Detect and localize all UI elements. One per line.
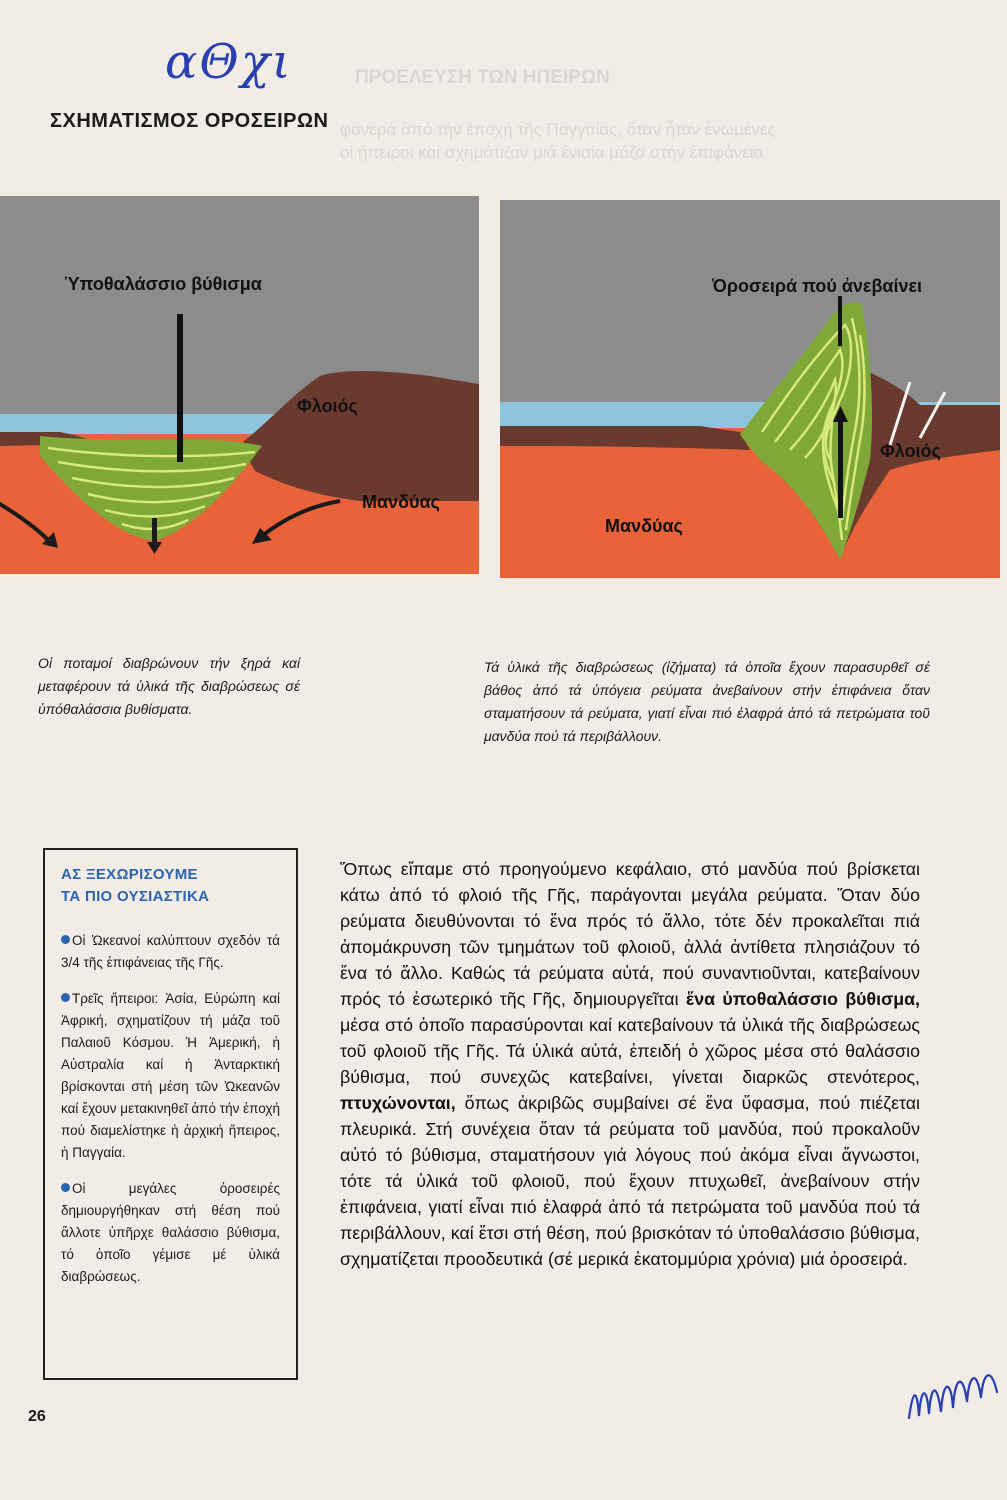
range-pointer: [838, 296, 842, 346]
page-number: 26: [28, 1408, 46, 1425]
summary-item-text: Τρεῖς ἤπειροι: Ἀσία, Εὐρώπη καί Ἀφρική, σχηματίζουν τή μάζα τοῦ Παλαιοῦ Κόσμου. Ἡ Ἀμερική, ἡ Αὐστραλία καί ἡ Ἀνταρκτική βρίσκονται στή μέση τῶν Ὠκεανῶν καί ἔχουν μετακινηθεῖ ἀπό τήν ἐποχή πού διαμελίστηκε ἡ ἀρχική ἤπειρος, ἡ Παγγαία.: [61, 991, 280, 1160]
summary-box: [43, 848, 298, 1380]
body-text-part: Ὅπως εἴπαμε στό προηγούμενο κεφάλαιο, στό μανδύα πού βρίσκεται κάτω ἀπό τό φλοιό τῆς Γῆς, παράγονται μεγάλα ρεύματα. Ὅταν δύο ρεύματα διευθύνονται τό ἕνα πρός τό ἄλλο, τότε δέν προκαλεῖται πιά ἀπομάκρυνση τῶν τμημάτων τοῦ φλοιοῦ, ἀλλά ἀντίθετα πλησιάζουν τό ἕνα τό ἄλλο. Καθώς τά ρεύματα αὐτά, πού συναντιοῦνται, κατεβαίνουν πρός τό ἐσωτερικό τῆς Γῆς, δημιουργεῖται: [340, 859, 920, 1009]
down-arrow-shaft: [152, 518, 157, 546]
label-mantle-left: Μανδύας: [362, 492, 440, 512]
bullet-icon: [61, 935, 70, 944]
label-trench: Ὑποθαλάσσιο βύθισμα: [65, 274, 262, 294]
main-paragraph: [340, 856, 920, 1272]
summary-item: [61, 988, 280, 1164]
summary-item-text: Οἱ Ὠκεανοί καλύπτουν σχεδόν τά 3/4 τῆς ἐπιφάνειας τῆς Γῆς.: [61, 933, 280, 970]
label-rising-range: Ὀροσειρά πού ἀνεβαίνει: [712, 276, 923, 296]
bleed-through-heading: ΠΡΟΕΛΕΥΣΗ ΤΩΝ ΗΠΕΙΡΩΝ: [355, 67, 610, 88]
emphasis-folding: πτυχώνονται,: [340, 1093, 456, 1113]
label-mantle-right: Μανδύας: [605, 516, 683, 536]
right-diagram-caption: Τά ὑλικά τῆς διαβρώσεως (ἰζήματα) τά ὁποῖα ἔχουν παρασυρθεῖ σέ βάθος ἀπό τά ὑπόγεια ρεύματα ἀνεβαίνουν στήν ἐπιφάνεια ὅταν σταματήσουν τά ρεύματα, γιατί εἶναι πιό ἐλαφρά ἀπό τά πετρώματα τοῦ μανδύα πού τά περιβάλλουν.: [484, 659, 930, 744]
handwritten-note: αΘχι: [165, 34, 293, 90]
trench-pointer: [177, 314, 183, 462]
up-arrow-shaft: [838, 418, 843, 518]
summary-item: [61, 930, 280, 974]
bullet-icon: [61, 993, 70, 1002]
label-crust-right: Φλοιός: [880, 441, 941, 461]
bullet-icon: [61, 1183, 70, 1192]
emphasis-trench: ἕνα ὑποθαλάσσιο βύθισμα,: [685, 989, 920, 1009]
label-crust-left: Φλοιός: [297, 396, 358, 416]
section-title: ΣΧΗΜΑΤΙΣΜΟΣ ΟΡΟΣΕΙΡΩΝ: [50, 110, 329, 132]
bleed-through-text: φανερά ἀπό τήν ἐποχή τῆς Παγγαίας, ὅταν ἦταν ἑνωμένες οἱ ἤπειροι καί σχημάτιζαν μιά ἑνιαία μάζα στήν ἐπιφάνεια: [340, 120, 776, 162]
left-diagram-caption: Οἱ ποταμοί διαβρώνουν τήν ξηρά καί μεταφέρουν τά ὑλικά τῆς διαβρώσεως σέ ὑπόθαλάσσια βυθίσματα.: [38, 655, 300, 717]
mountain-diagram: [500, 200, 1000, 578]
body-text-part: ὅπως ἀκριβῶς συμβαίνει σέ ἕνα ὕφασμα, πού πιέζεται πλευρικά. Στή συνέχεια ὅταν τά ρεύματα τοῦ μανδύα, πού προκαλοῦν αὐτό τό βύθισμα, σταματήσουν γιά λόγους πού ἀκόμα εἶναι ἄγνωστοι, τότε τά ὑλικά τοῦ φλοιοῦ, πού ἔχουν πτυχωθεῖ, ἀνεβαίνουν στήν ἐπιφάνεια, γιατί εἶναι πιό ἐλαφρά ἀπό τά πετρώματα τοῦ μανδύα πού τά περιβάλλουν, καί ἔτσι στή θέση, πού βρισκόταν τό ὑποθαλάσσιο βύθισμα, σχηματίζεται προοδευτικά (σέ μερικά ἑκατομμύρια χρόνια) μιά ὀροσειρά.: [340, 1093, 920, 1269]
trench-diagram: [0, 196, 479, 574]
summary-item-text: Οἱ μεγάλες ὀροσειρές δημιουργήθηκαν στή θέση πού ἄλλοτε ὑπῆρχε θαλάσσιο βύθισμα, τό ὁποῖο γέμισε μέ ὑλικά διαβρώσεως.: [61, 1181, 280, 1284]
summary-title-line2: ΤΑ ΠΙΟ ΟΥΣΙΑΣΤΙΚΑ: [61, 888, 210, 905]
summary-title-line1: ΑΣ ΞΕΧΩΡΙΣΟΥΜΕ: [61, 866, 198, 883]
pen-scribble: [905, 1358, 1005, 1433]
summary-item: [61, 1178, 280, 1288]
body-text-part: μέσα στό ὁποῖο παρασύρονται καί κατεβαίνουν τά ὑλικά τῆς διαβρώσεως τοῦ φλοιοῦ τῆς Γῆς. Τά ὑλικά αὐτά, ἐπειδή ὁ χῶρος μέσα στό θαλάσσιο βύθισμα, πού συνεχῶς κατεβαίνει, γίνεται διαρκῶς στενότερος,: [340, 1015, 920, 1087]
